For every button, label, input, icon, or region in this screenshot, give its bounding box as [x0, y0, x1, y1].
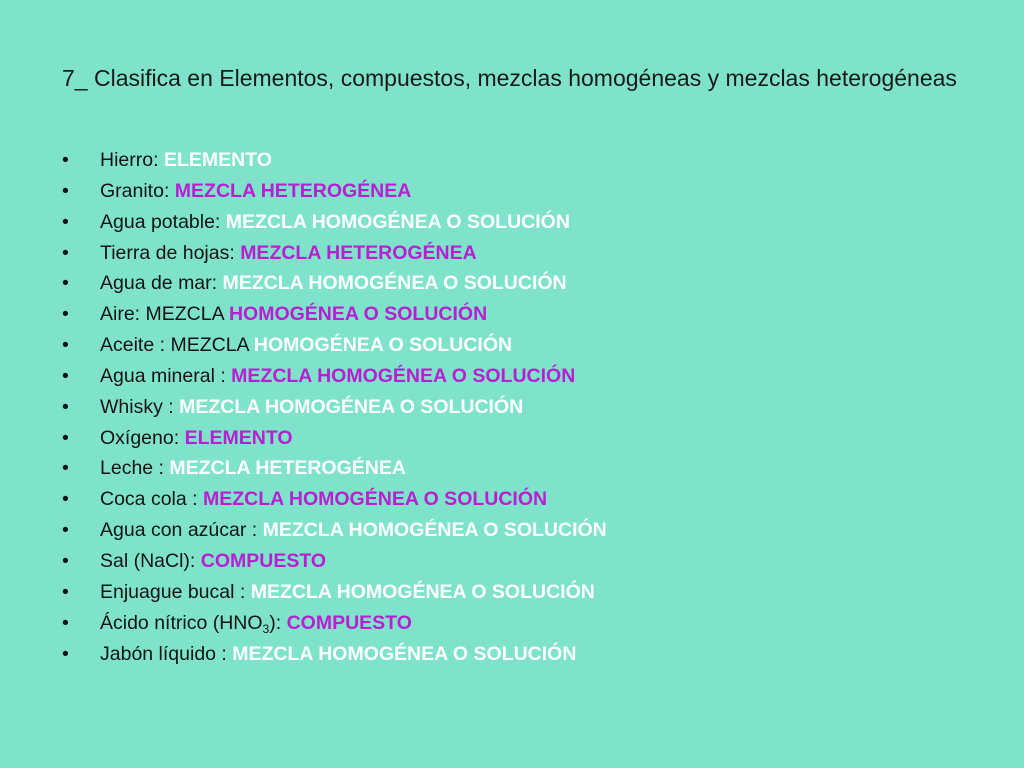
list-item — [62, 608, 1002, 639]
item-label-suffix: ): — [269, 611, 287, 634]
list-item — [62, 361, 1002, 392]
bullet-icon: • — [62, 303, 69, 326]
list-item — [62, 268, 1002, 299]
bullet-icon: • — [62, 272, 69, 295]
item-answer: MEZCLA HETEROGÉNEA — [169, 457, 406, 480]
list-item — [62, 577, 1002, 608]
item-answer-plain: MEZCLA — [170, 334, 254, 357]
bullet-icon: • — [62, 549, 69, 572]
item-label: Granito: — [100, 179, 175, 202]
item-answer: MEZCLA HOMOGÉNEA O SOLUCIÓN — [225, 210, 570, 233]
bullet-icon: • — [62, 457, 69, 480]
bullet-icon: • — [62, 364, 69, 387]
item-label: Leche : — [100, 457, 170, 480]
bullet-icon: • — [62, 395, 69, 418]
classification-list — [62, 145, 1002, 669]
list-item — [62, 453, 1002, 484]
list-item — [62, 515, 1002, 546]
list-item — [62, 392, 1002, 423]
bullet-icon: • — [62, 642, 69, 665]
list-item — [62, 484, 1002, 515]
list-item — [62, 639, 1002, 670]
item-answer: ELEMENTO — [163, 149, 272, 171]
bullet-icon: • — [62, 149, 69, 171]
bullet-icon: • — [62, 488, 69, 511]
bullet-icon: • — [62, 580, 69, 603]
bullet-icon: • — [62, 519, 69, 542]
item-label: Oxígeno: — [100, 426, 185, 449]
item-label: Agua mineral : — [100, 364, 232, 387]
bullet-icon: • — [62, 334, 69, 357]
item-answer: MEZCLA HOMOGÉNEA O SOLUCIÓN — [232, 642, 577, 665]
item-label: Whisky : — [100, 395, 180, 418]
list-item — [62, 145, 1002, 176]
item-label: Ácido nítrico (HNO — [100, 611, 263, 634]
bullet-icon: • — [62, 241, 69, 264]
list-item — [62, 330, 1002, 361]
list-item — [62, 299, 1002, 330]
item-answer: COMPUESTO — [286, 611, 412, 634]
slide-title: 7_ Clasifica en Elementos, compuestos, mezclas homogéneas y mezclas heterogéneas — [62, 65, 957, 91]
item-label-subscript: 3 — [262, 621, 270, 636]
item-answer: MEZCLA HOMOGÉNEA O SOLUCIÓN — [222, 272, 567, 295]
item-label: Tierra de hojas: — [100, 241, 241, 264]
bullet-icon: • — [62, 179, 69, 202]
item-answer: MEZCLA HETEROGÉNEA — [174, 179, 412, 202]
bullet-icon: • — [62, 210, 69, 233]
item-label: Sal (NaCl): — [100, 549, 201, 572]
item-answer: MEZCLA HOMOGÉNEA O SOLUCIÓN — [202, 488, 548, 511]
list-item — [62, 546, 1002, 577]
list-item — [62, 238, 1002, 269]
item-label: Hierro: — [100, 149, 164, 171]
item-answer: MEZCLA HOMOGÉNEA O SOLUCIÓN — [250, 580, 595, 603]
item-label: Agua potable: — [100, 210, 226, 233]
item-label: Agua con azúcar : — [100, 519, 263, 542]
item-answer: ELEMENTO — [184, 426, 293, 449]
item-label: Agua de mar: — [100, 272, 223, 295]
bullet-icon: • — [62, 426, 69, 449]
item-label: Aire: — [100, 303, 146, 326]
item-answer: HOMOGÉNEA O SOLUCIÓN — [228, 303, 488, 326]
item-answer: MEZCLA HOMOGÉNEA O SOLUCIÓN — [179, 395, 524, 418]
bullet-icon: • — [62, 611, 69, 634]
item-answer: HOMOGÉNEA O SOLUCIÓN — [253, 334, 513, 357]
item-label: Coca cola : — [100, 488, 203, 511]
list-item — [62, 207, 1002, 238]
item-answer-plain: MEZCLA — [145, 303, 229, 326]
item-answer: MEZCLA HOMOGÉNEA O SOLUCIÓN — [262, 519, 607, 542]
item-label: Aceite : — [100, 334, 171, 357]
item-answer: COMPUESTO — [200, 549, 327, 572]
list-item — [62, 176, 1002, 207]
item-label: Enjuague bucal : — [100, 580, 251, 603]
item-answer: MEZCLA HOMOGÉNEA O SOLUCIÓN — [231, 364, 576, 387]
list-item — [62, 423, 1002, 454]
item-answer: MEZCLA HETEROGÉNEA — [240, 241, 477, 264]
item-label: Jabón líquido : — [100, 642, 233, 665]
